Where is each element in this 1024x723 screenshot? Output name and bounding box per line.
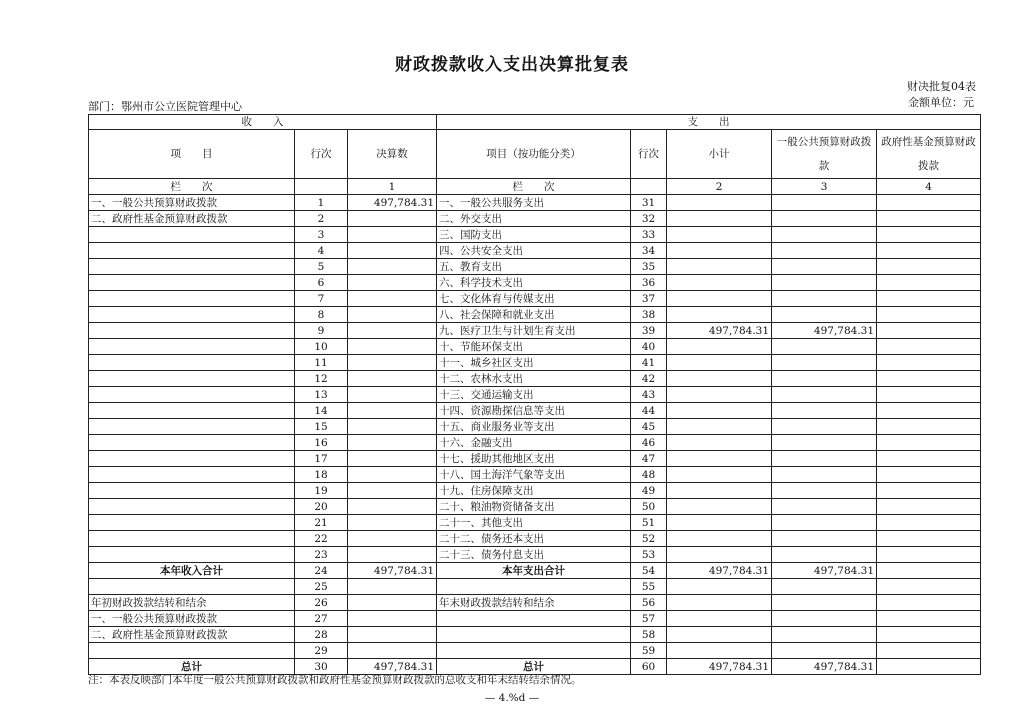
gov-fund-cell bbox=[877, 643, 981, 659]
table-row bbox=[89, 483, 981, 499]
right-row-no-cell: 34 bbox=[631, 243, 667, 259]
general-budget-cell bbox=[772, 195, 877, 211]
left-amount-cell: 497,784.31 bbox=[348, 563, 437, 579]
subtotal-cell bbox=[667, 531, 772, 547]
right-row-no-cell: 54 bbox=[631, 563, 667, 579]
general-budget-cell bbox=[772, 419, 877, 435]
left-item-cell bbox=[89, 435, 295, 451]
right-row-no-cell: 49 bbox=[631, 483, 667, 499]
subtotal-cell bbox=[667, 275, 772, 291]
left-item-cell bbox=[89, 339, 295, 355]
subtotal-cell bbox=[667, 259, 772, 275]
right-item-cell bbox=[437, 579, 631, 595]
right-row-no-cell: 56 bbox=[631, 595, 667, 611]
left-item-cell bbox=[89, 291, 295, 307]
left-row-no-cell: 30 bbox=[295, 659, 348, 675]
right-item-cell: 总计 bbox=[437, 659, 631, 675]
budget-table bbox=[88, 114, 981, 675]
left-row-no-cell: 4 bbox=[295, 243, 348, 259]
right-row-no-cell: 39 bbox=[631, 323, 667, 339]
general-budget-cell bbox=[772, 627, 877, 643]
gov-fund-cell bbox=[877, 419, 981, 435]
right-row-no-cell: 51 bbox=[631, 515, 667, 531]
left-item-cell bbox=[89, 355, 295, 371]
left-row-no-cell: 11 bbox=[295, 355, 348, 371]
gov-fund-cell bbox=[877, 323, 981, 339]
left-amount-cell bbox=[348, 595, 437, 611]
left-row-no-cell: 5 bbox=[295, 259, 348, 275]
table-row bbox=[89, 563, 981, 579]
income-header: 收 入 bbox=[89, 115, 437, 130]
general-budget-cell bbox=[772, 435, 877, 451]
left-amount-cell bbox=[348, 419, 437, 435]
page-title: 财政拨款收入支出决算批复表 bbox=[395, 55, 629, 75]
right-row-no-cell: 31 bbox=[631, 195, 667, 211]
right-item-cell: 十四、资源勘探信息等支出 bbox=[437, 403, 631, 419]
table-row bbox=[89, 451, 981, 467]
subtotal-cell bbox=[667, 355, 772, 371]
left-amount-cell bbox=[348, 291, 437, 307]
gov-fund-cell bbox=[877, 275, 981, 291]
right-row-no-cell: 32 bbox=[631, 211, 667, 227]
left-item-cell: 二、政府性基金预算财政拨款 bbox=[89, 211, 295, 227]
general-budget-cell bbox=[772, 387, 877, 403]
subtotal-cell bbox=[667, 595, 772, 611]
right-item-cell: 七、文化体育与传媒支出 bbox=[437, 291, 631, 307]
left-amount-cell bbox=[348, 307, 437, 323]
subtotal-cell bbox=[667, 611, 772, 627]
table-row bbox=[89, 627, 981, 643]
gov-fund-cell bbox=[877, 211, 981, 227]
col-number-3: 3 bbox=[772, 179, 877, 195]
right-row-no-cell: 46 bbox=[631, 435, 667, 451]
right-item-cell: 二十一、其他支出 bbox=[437, 515, 631, 531]
table-row bbox=[89, 387, 981, 403]
right-item-cell: 二十二、债务还本支出 bbox=[437, 531, 631, 547]
right-item-cell: 二十、粮油物资储备支出 bbox=[437, 499, 631, 515]
general-budget-cell bbox=[772, 531, 877, 547]
left-amount-cell bbox=[348, 643, 437, 659]
gov-fund-cell bbox=[877, 371, 981, 387]
left-row-no-cell: 22 bbox=[295, 531, 348, 547]
general-budget-cell bbox=[772, 403, 877, 419]
general-budget-cell bbox=[772, 339, 877, 355]
left-amount-cell bbox=[348, 579, 437, 595]
right-item-cell: 十二、农林水支出 bbox=[437, 371, 631, 387]
table-row bbox=[89, 547, 981, 563]
subtotal-cell bbox=[667, 451, 772, 467]
left-item-cell bbox=[89, 419, 295, 435]
gov-fund-cell bbox=[877, 307, 981, 323]
gov-fund-cell bbox=[877, 627, 981, 643]
gov-fund-cell bbox=[877, 467, 981, 483]
subtotal-cell bbox=[667, 227, 772, 243]
subtotal-cell bbox=[667, 243, 772, 259]
gov-fund-cell bbox=[877, 435, 981, 451]
gov-fund-cell bbox=[877, 195, 981, 211]
col-number-1: 1 bbox=[348, 179, 437, 195]
right-row-no-cell: 36 bbox=[631, 275, 667, 291]
department-label: 部门：鄂州市公立医院管理中心 bbox=[88, 100, 242, 113]
table-row bbox=[89, 275, 981, 291]
left-row-no-cell: 6 bbox=[295, 275, 348, 291]
left-amount-cell bbox=[348, 323, 437, 339]
left-item-cell bbox=[89, 451, 295, 467]
right-row-no-cell: 58 bbox=[631, 627, 667, 643]
left-row-no-cell: 13 bbox=[295, 387, 348, 403]
right-item-cell: 一、一般公共服务支出 bbox=[437, 195, 631, 211]
right-item-cell bbox=[437, 611, 631, 627]
right-row-no-cell: 47 bbox=[631, 451, 667, 467]
subtotal-cell bbox=[667, 499, 772, 515]
left-item-cell bbox=[89, 531, 295, 547]
left-amount-cell bbox=[348, 499, 437, 515]
left-row-no-cell: 3 bbox=[295, 227, 348, 243]
right-row-no-cell: 33 bbox=[631, 227, 667, 243]
right-item-cell: 四、公共安全支出 bbox=[437, 243, 631, 259]
subtotal-cell: 497,784.31 bbox=[667, 563, 772, 579]
left-row-no-cell: 27 bbox=[295, 611, 348, 627]
subtotal-cell bbox=[667, 483, 772, 499]
general-budget-cell bbox=[772, 611, 877, 627]
general-budget-cell bbox=[772, 275, 877, 291]
right-item-cell: 五、教育支出 bbox=[437, 259, 631, 275]
right-row-no-cell: 44 bbox=[631, 403, 667, 419]
page-number: — 4.%d — bbox=[484, 692, 540, 704]
left-amount-cell bbox=[348, 387, 437, 403]
right-row-no-cell: 53 bbox=[631, 547, 667, 563]
subtotal-cell bbox=[667, 387, 772, 403]
left-item-cell bbox=[89, 483, 295, 499]
subtotal-cell bbox=[667, 547, 772, 563]
table-row bbox=[89, 531, 981, 547]
left-amount-cell bbox=[348, 227, 437, 243]
subtotal-cell bbox=[667, 211, 772, 227]
subtotal-cell bbox=[667, 435, 772, 451]
right-item-cell: 十六、金融支出 bbox=[437, 435, 631, 451]
subtotal-cell bbox=[667, 403, 772, 419]
left-row-no-cell: 19 bbox=[295, 483, 348, 499]
right-item-cell: 十一、城乡社区支出 bbox=[437, 355, 631, 371]
general-budget-cell bbox=[772, 643, 877, 659]
general-budget-cell: 497,784.31 bbox=[772, 323, 877, 339]
subtotal-cell bbox=[667, 339, 772, 355]
subtotal-cell bbox=[667, 579, 772, 595]
left-row-no-cell: 14 bbox=[295, 403, 348, 419]
left-item-cell bbox=[89, 275, 295, 291]
right-item-cell bbox=[437, 627, 631, 643]
left-row-no-cell: 21 bbox=[295, 515, 348, 531]
left-item-cell: 总计 bbox=[89, 659, 295, 675]
left-row-no-cell: 1 bbox=[295, 195, 348, 211]
general-budget-cell bbox=[772, 483, 877, 499]
right-item-cell: 本年支出合计 bbox=[437, 563, 631, 579]
right-row-no-cell: 42 bbox=[631, 371, 667, 387]
left-row-no-cell: 20 bbox=[295, 499, 348, 515]
left-row-no-cell: 16 bbox=[295, 435, 348, 451]
left-item-cell: 一、一般公共预算财政拨款 bbox=[89, 195, 295, 211]
gov-fund-cell bbox=[877, 579, 981, 595]
table-row bbox=[89, 291, 981, 307]
left-amount-cell bbox=[348, 355, 437, 371]
right-item-cell bbox=[437, 643, 631, 659]
right-item-cell: 三、国防支出 bbox=[437, 227, 631, 243]
gov-fund-cell bbox=[877, 515, 981, 531]
left-amount-cell bbox=[348, 547, 437, 563]
general-budget-cell bbox=[772, 595, 877, 611]
footnote: 注：本表反映部门本年度一般公共预算财政拨款和政府性基金预算财政拨款的总收支和年末结转结余情况。 bbox=[88, 674, 582, 686]
general-budget-cell bbox=[772, 243, 877, 259]
table-row bbox=[89, 611, 981, 627]
general-budget-cell bbox=[772, 259, 877, 275]
left-amount-cell bbox=[348, 611, 437, 627]
subtotal-cell bbox=[667, 307, 772, 323]
general-budget-cell: 497,784.31 bbox=[772, 563, 877, 579]
general-budget-cell bbox=[772, 515, 877, 531]
subtotal-cell bbox=[667, 515, 772, 531]
right-item-cell: 十八、国土海洋气象等支出 bbox=[437, 467, 631, 483]
right-row-no-cell: 35 bbox=[631, 259, 667, 275]
left-row-no-cell: 8 bbox=[295, 307, 348, 323]
gov-fund-cell bbox=[877, 611, 981, 627]
general-budget-cell bbox=[772, 291, 877, 307]
right-item-cell: 十七、援助其他地区支出 bbox=[437, 451, 631, 467]
right-item-cell: 二十三、债务付息支出 bbox=[437, 547, 631, 563]
left-amount-cell bbox=[348, 211, 437, 227]
right-row-no-cell: 43 bbox=[631, 387, 667, 403]
form-number: 财决批复04表 bbox=[907, 80, 976, 93]
gov-fund-cell bbox=[877, 227, 981, 243]
left-amount-cell bbox=[348, 403, 437, 419]
subtotal-cell bbox=[667, 291, 772, 307]
left-amount-cell bbox=[348, 259, 437, 275]
gov-fund-cell bbox=[877, 243, 981, 259]
left-row-no-cell: 24 bbox=[295, 563, 348, 579]
left-item-cell bbox=[89, 499, 295, 515]
empty-cell bbox=[295, 179, 348, 195]
left-item-cell: 年初财政拨款结转和结余 bbox=[89, 595, 295, 611]
right-row-no-cell: 60 bbox=[631, 659, 667, 675]
right-row-no-cell: 38 bbox=[631, 307, 667, 323]
gov-fund-cell bbox=[877, 531, 981, 547]
item-header: 项 目 bbox=[89, 130, 295, 179]
subtotal-cell bbox=[667, 627, 772, 643]
right-row-no-cell: 52 bbox=[631, 531, 667, 547]
subtotal-header: 小计 bbox=[667, 130, 772, 179]
general-budget-cell bbox=[772, 451, 877, 467]
empty-cell bbox=[631, 179, 667, 195]
gov-fund-cell bbox=[877, 403, 981, 419]
left-item-cell bbox=[89, 387, 295, 403]
general-budget-header: 一般公共预算财政拨款 bbox=[772, 130, 877, 179]
gov-fund-cell bbox=[877, 387, 981, 403]
left-row-no-cell: 15 bbox=[295, 419, 348, 435]
left-item-cell bbox=[89, 323, 295, 339]
general-budget-cell: 497,784.31 bbox=[772, 659, 877, 675]
general-budget-cell bbox=[772, 227, 877, 243]
right-row-no-cell: 37 bbox=[631, 291, 667, 307]
left-row-no-cell: 28 bbox=[295, 627, 348, 643]
gov-fund-cell bbox=[877, 499, 981, 515]
left-item-cell bbox=[89, 467, 295, 483]
right-row-no-cell: 45 bbox=[631, 419, 667, 435]
subtotal-cell bbox=[667, 467, 772, 483]
left-amount-cell bbox=[348, 467, 437, 483]
left-amount-cell bbox=[348, 435, 437, 451]
subtotal-cell bbox=[667, 419, 772, 435]
left-row-no-cell: 29 bbox=[295, 643, 348, 659]
table-row bbox=[89, 339, 981, 355]
left-amount-cell: 497,784.31 bbox=[348, 659, 437, 675]
col-label-2: 栏 次 bbox=[437, 179, 631, 195]
left-item-cell bbox=[89, 227, 295, 243]
left-item-cell bbox=[89, 243, 295, 259]
left-item-cell bbox=[89, 307, 295, 323]
table-row bbox=[89, 467, 981, 483]
right-row-no-cell: 48 bbox=[631, 467, 667, 483]
left-item-cell: 本年收入合计 bbox=[89, 563, 295, 579]
gov-fund-cell bbox=[877, 595, 981, 611]
gov-fund-cell bbox=[877, 355, 981, 371]
gov-fund-cell bbox=[877, 659, 981, 675]
left-item-cell bbox=[89, 579, 295, 595]
left-amount-cell bbox=[348, 483, 437, 499]
right-row-no-cell: 55 bbox=[631, 579, 667, 595]
row-no-header-2: 行次 bbox=[631, 130, 667, 179]
right-row-no-cell: 57 bbox=[631, 611, 667, 627]
left-row-no-cell: 9 bbox=[295, 323, 348, 339]
left-row-no-cell: 10 bbox=[295, 339, 348, 355]
left-row-no-cell: 7 bbox=[295, 291, 348, 307]
subtotal-cell: 497,784.31 bbox=[667, 659, 772, 675]
left-item-cell bbox=[89, 259, 295, 275]
right-item-cell: 十九、住房保障支出 bbox=[437, 483, 631, 499]
left-item-cell bbox=[89, 547, 295, 563]
gov-fund-cell bbox=[877, 483, 981, 499]
general-budget-cell bbox=[772, 307, 877, 323]
gov-fund-cell bbox=[877, 451, 981, 467]
table-row bbox=[89, 515, 981, 531]
right-item-cell: 十五、商业服务业等支出 bbox=[437, 419, 631, 435]
right-row-no-cell: 40 bbox=[631, 339, 667, 355]
table-row bbox=[89, 403, 981, 419]
right-item-cell: 十、节能环保支出 bbox=[437, 339, 631, 355]
table-row bbox=[89, 499, 981, 515]
right-item-cell: 九、医疗卫生与计划生育支出 bbox=[437, 323, 631, 339]
general-budget-cell bbox=[772, 211, 877, 227]
right-item-cell: 十三、交通运输支出 bbox=[437, 387, 631, 403]
table-row bbox=[89, 227, 981, 243]
table-row bbox=[89, 323, 981, 339]
left-row-no-cell: 25 bbox=[295, 579, 348, 595]
table-row bbox=[89, 307, 981, 323]
right-item-cell: 二、外交支出 bbox=[437, 211, 631, 227]
right-item-cell: 年末财政拨款结转和结余 bbox=[437, 595, 631, 611]
right-item-cell: 八、社会保障和就业支出 bbox=[437, 307, 631, 323]
left-item-cell bbox=[89, 643, 295, 659]
table-row bbox=[89, 259, 981, 275]
col-number-4: 4 bbox=[877, 179, 981, 195]
left-amount-cell bbox=[348, 531, 437, 547]
table-row bbox=[89, 643, 981, 659]
left-item-cell: 一、一般公共预算财政拨款 bbox=[89, 611, 295, 627]
table-row bbox=[89, 211, 981, 227]
table-row bbox=[89, 579, 981, 595]
right-row-no-cell: 41 bbox=[631, 355, 667, 371]
general-budget-cell bbox=[772, 547, 877, 563]
left-amount-cell bbox=[348, 451, 437, 467]
table-row bbox=[89, 243, 981, 259]
general-budget-cell bbox=[772, 467, 877, 483]
gov-fund-header: 政府性基金预算财政拨款 bbox=[877, 130, 981, 179]
table-row bbox=[89, 595, 981, 611]
left-amount-cell bbox=[348, 339, 437, 355]
left-item-cell bbox=[89, 371, 295, 387]
col-label: 栏 次 bbox=[89, 179, 295, 195]
left-amount-cell bbox=[348, 275, 437, 291]
gov-fund-cell bbox=[877, 339, 981, 355]
subtotal-cell: 497,784.31 bbox=[667, 323, 772, 339]
final-amount-header: 决算数 bbox=[348, 130, 437, 179]
row-no-header: 行次 bbox=[295, 130, 348, 179]
gov-fund-cell bbox=[877, 563, 981, 579]
table-row bbox=[89, 435, 981, 451]
left-item-cell bbox=[89, 515, 295, 531]
left-amount-cell bbox=[348, 243, 437, 259]
gov-fund-cell bbox=[877, 547, 981, 563]
subtotal-cell bbox=[667, 643, 772, 659]
left-amount-cell bbox=[348, 515, 437, 531]
amount-unit: 金额单位：元 bbox=[908, 96, 974, 109]
table-row bbox=[89, 419, 981, 435]
gov-fund-cell bbox=[877, 291, 981, 307]
expense-header: 支 出 bbox=[437, 115, 981, 130]
left-amount-cell bbox=[348, 371, 437, 387]
left-amount-cell bbox=[348, 627, 437, 643]
subtotal-cell bbox=[667, 371, 772, 387]
left-row-no-cell: 17 bbox=[295, 451, 348, 467]
table-row bbox=[89, 355, 981, 371]
left-row-no-cell: 26 bbox=[295, 595, 348, 611]
general-budget-cell bbox=[772, 371, 877, 387]
right-row-no-cell: 50 bbox=[631, 499, 667, 515]
left-row-no-cell: 2 bbox=[295, 211, 348, 227]
left-amount-cell: 497,784.31 bbox=[348, 195, 437, 211]
left-row-no-cell: 18 bbox=[295, 467, 348, 483]
table-row bbox=[89, 371, 981, 387]
right-row-no-cell: 59 bbox=[631, 643, 667, 659]
func-item-header: 项目（按功能分类） bbox=[437, 130, 631, 179]
right-item-cell: 六、科学技术支出 bbox=[437, 275, 631, 291]
general-budget-cell bbox=[772, 499, 877, 515]
gov-fund-cell bbox=[877, 259, 981, 275]
subtotal-cell bbox=[667, 195, 772, 211]
left-item-cell bbox=[89, 403, 295, 419]
left-row-no-cell: 23 bbox=[295, 547, 348, 563]
general-budget-cell bbox=[772, 579, 877, 595]
left-row-no-cell: 12 bbox=[295, 371, 348, 387]
table-row bbox=[89, 195, 981, 211]
col-number-2: 2 bbox=[667, 179, 772, 195]
general-budget-cell bbox=[772, 355, 877, 371]
left-item-cell: 二、政府性基金预算财政拨款 bbox=[89, 627, 295, 643]
